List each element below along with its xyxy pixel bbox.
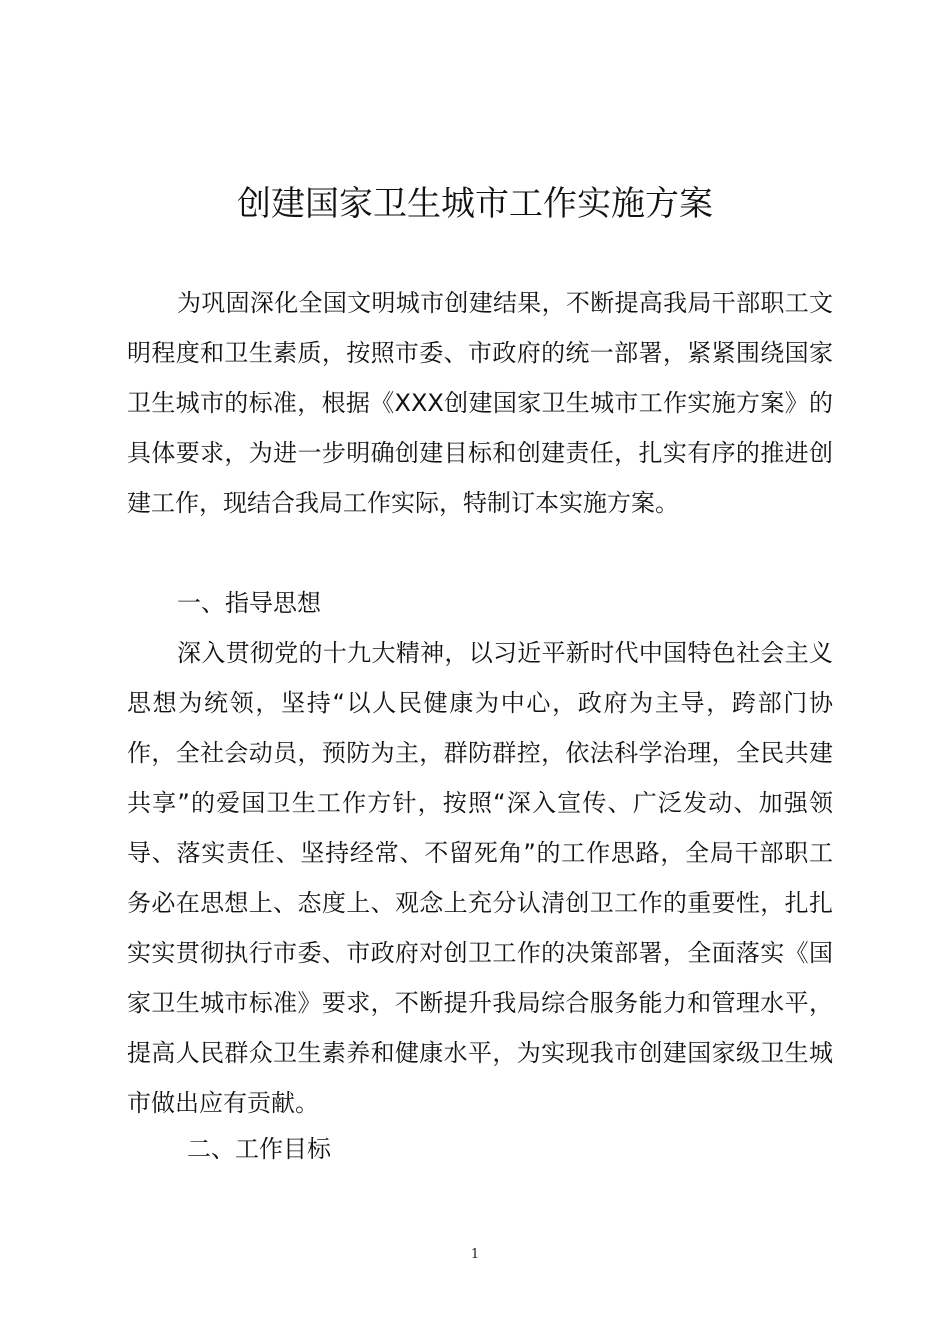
page-number: 1 bbox=[470, 1247, 480, 1262]
intro-paragraph: 为巩固深化全国文明城市创建结果，不断提高我局干部职工文明程度和卫生素质，按照市委、市政府的统一部署，紧紧围绕国家卫生城市的标准，根据《XXX创建国家卫生城市工作实施方案》的具体要求，为进一步明确创建目标和创建责任，扎实有序的推进创建工作，现结合我局工作实际，特制订本实施方案。 bbox=[127, 289, 833, 517]
section-heading-guiding-ideology: 一、指导思想 bbox=[177, 589, 321, 617]
section-heading-work-goals: 二、工作目标 bbox=[187, 1135, 331, 1163]
guiding-ideology-paragraph: 深入贯彻党的十九大精神，以习近平新时代中国特色社会主义思想为统领，坚持“以人民健康为中心，政府为主导，跨部门协作，全社会动员，预防为主，群防群控，依法科学治理，全民共建共享”的爱国卫生工作方针，按照“深入宣传、广泛发动、加强领导、落实责任、坚持经常、不留死角”的工作思路，全局干部职工务必在思想上、态度上、观念上充分认清创卫工作的重要性，扎扎实实贯彻执行市委、市政府对创卫工作的决策部署，全面落实《国家卫生城市标准》要求，不断提升我局综合服务能力和管理水平，提高人民群众卫生素养和健康水平，为实现我市创建国家级卫生城市做出应有贡献。 bbox=[127, 639, 833, 1117]
document-title: 创建国家卫生城市工作实施方案 bbox=[237, 184, 713, 224]
